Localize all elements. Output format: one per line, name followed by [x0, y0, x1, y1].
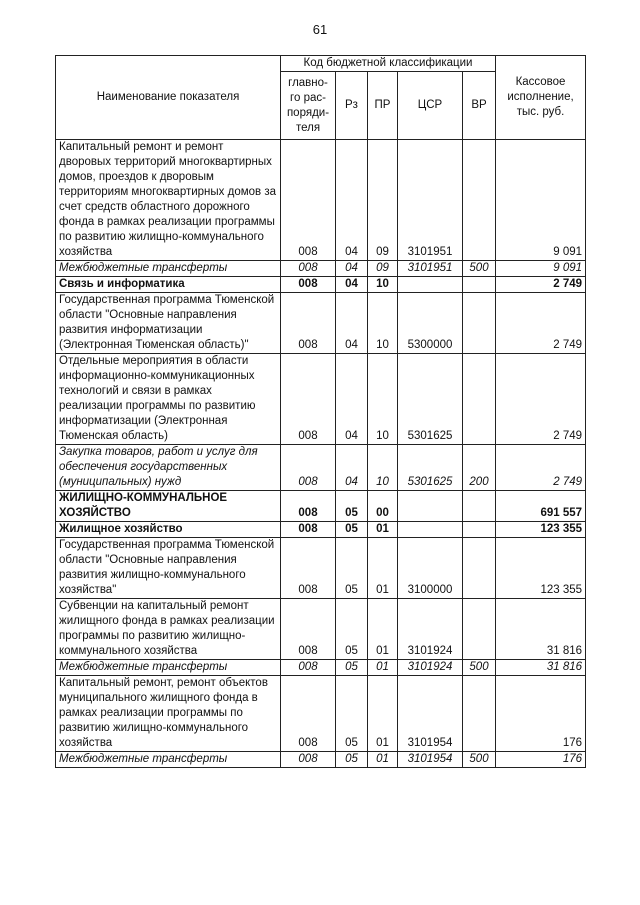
- budget-table: [55, 55, 586, 768]
- cell-pr: 01: [368, 676, 398, 752]
- cell-csr: 3101924: [398, 599, 463, 660]
- cell-name: Межбюджетные трансферты: [56, 660, 281, 676]
- header-csr: ЦСР: [398, 72, 463, 140]
- table-row: [56, 676, 586, 752]
- cell-amount: 176: [496, 752, 586, 768]
- cell-vr: 200: [463, 445, 496, 491]
- cell-csr: [398, 491, 463, 522]
- cell-csr: 3101954: [398, 676, 463, 752]
- cell-pr: 00: [368, 491, 398, 522]
- cell-name: Связь и информатика: [56, 277, 281, 293]
- cell-vr: 500: [463, 261, 496, 277]
- cell-vr: [463, 491, 496, 522]
- cell-glav: 008: [281, 599, 336, 660]
- cell-amount: 123 355: [496, 522, 586, 538]
- cell-glav: 008: [281, 538, 336, 599]
- cell-csr: [398, 277, 463, 293]
- cell-pr: 10: [368, 293, 398, 354]
- cell-pr: 01: [368, 538, 398, 599]
- table-row: [56, 538, 586, 599]
- cell-rz: 05: [336, 538, 368, 599]
- cell-rz: 05: [336, 491, 368, 522]
- cell-pr: 10: [368, 277, 398, 293]
- cell-pr: 10: [368, 354, 398, 445]
- cell-amount: 9 091: [496, 140, 586, 261]
- cell-glav: 008: [281, 261, 336, 277]
- header-glav: главно-го рас-поряди-теля: [281, 72, 336, 140]
- cell-name: Государственная программа Тюменской области "Основные направления развития информатизации (Электронная Тюменская область)": [56, 293, 281, 354]
- cell-vr: [463, 293, 496, 354]
- cell-name: Капитальный ремонт, ремонт объектов муниципального жилищного фонда в рамках реализации программы по развитию жилищно-коммунального хозяйства: [56, 676, 281, 752]
- cell-amount: 176: [496, 676, 586, 752]
- cell-amount: 2 749: [496, 354, 586, 445]
- cell-name: Субвенции на капитальный ремонт жилищного фонда в рамках реализации программы по развитию жилищно-коммунального хозяйства: [56, 599, 281, 660]
- cell-pr: 01: [368, 599, 398, 660]
- header-vr: ВР: [463, 72, 496, 140]
- cell-rz: 05: [336, 522, 368, 538]
- cell-name: Межбюджетные трансферты: [56, 752, 281, 768]
- cell-pr: 01: [368, 522, 398, 538]
- cell-name: Капитальный ремонт и ремонт дворовых территорий многоквартирных домов, проездов к дворовым территориям многоквартирных домов за счет средств областного дорожного фонда в рамках реализации программы по развитию жилищно-коммунального хозяйства: [56, 140, 281, 261]
- cell-glav: 008: [281, 277, 336, 293]
- cell-name: Отдельные мероприятия в области информационно-коммуникационных технологий и связи в рамках реализации программы по развитию информатизации (Электронная Тюменская область): [56, 354, 281, 445]
- cell-csr: 5301625: [398, 445, 463, 491]
- cell-rz: 04: [336, 354, 368, 445]
- cell-rz: 04: [336, 293, 368, 354]
- cell-vr: [463, 354, 496, 445]
- cell-amount: 2 749: [496, 293, 586, 354]
- cell-rz: 04: [336, 445, 368, 491]
- header-amount: Кассовое исполнение, тыс. руб.: [496, 56, 586, 140]
- cell-amount: 2 749: [496, 277, 586, 293]
- cell-pr: 09: [368, 261, 398, 277]
- cell-pr: 01: [368, 752, 398, 768]
- cell-csr: 5301625: [398, 354, 463, 445]
- table-row: [56, 293, 586, 354]
- cell-amount: 2 749: [496, 445, 586, 491]
- cell-rz: 04: [336, 261, 368, 277]
- cell-vr: [463, 538, 496, 599]
- table-row: [56, 660, 586, 676]
- cell-glav: 008: [281, 491, 336, 522]
- cell-glav: 008: [281, 752, 336, 768]
- cell-pr: 10: [368, 445, 398, 491]
- cell-name: Межбюджетные трансферты: [56, 261, 281, 277]
- cell-csr: 3101924: [398, 660, 463, 676]
- cell-name: ЖИЛИЩНО-КОММУНАЛЬНОЕ ХОЗЯЙСТВО: [56, 491, 281, 522]
- cell-glav: 008: [281, 676, 336, 752]
- cell-glav: 008: [281, 445, 336, 491]
- cell-glav: 008: [281, 140, 336, 261]
- table-row: [56, 261, 586, 277]
- table-row: [56, 522, 586, 538]
- table-row: [56, 445, 586, 491]
- cell-vr: [463, 599, 496, 660]
- table-row: [56, 491, 586, 522]
- cell-rz: 04: [336, 140, 368, 261]
- cell-amount: 31 816: [496, 599, 586, 660]
- cell-amount: 123 355: [496, 538, 586, 599]
- cell-amount: 31 816: [496, 660, 586, 676]
- header-pr: ПР: [368, 72, 398, 140]
- cell-pr: 01: [368, 660, 398, 676]
- table-row: [56, 277, 586, 293]
- cell-amount: 9 091: [496, 261, 586, 277]
- cell-glav: 008: [281, 354, 336, 445]
- cell-name: Государственная программа Тюменской области "Основные направления развития жилищно-коммунального хозяйства": [56, 538, 281, 599]
- cell-csr: 3100000: [398, 538, 463, 599]
- cell-rz: 05: [336, 676, 368, 752]
- cell-vr: 500: [463, 752, 496, 768]
- cell-rz: 05: [336, 660, 368, 676]
- cell-csr: 3101951: [398, 140, 463, 261]
- cell-name: Закупка товаров, работ и услуг для обеспечения государственных (муниципальных) нужд: [56, 445, 281, 491]
- table-row: [56, 354, 586, 445]
- cell-vr: [463, 277, 496, 293]
- cell-csr: 5300000: [398, 293, 463, 354]
- cell-amount: 691 557: [496, 491, 586, 522]
- cell-csr: 3101954: [398, 752, 463, 768]
- cell-name: Жилищное хозяйство: [56, 522, 281, 538]
- page-number: 61: [312, 22, 328, 37]
- header-rz: Рз: [336, 72, 368, 140]
- cell-vr: [463, 522, 496, 538]
- table-row: [56, 140, 586, 261]
- table-row: [56, 599, 586, 660]
- cell-glav: 008: [281, 660, 336, 676]
- cell-glav: 008: [281, 293, 336, 354]
- header-name: Наименование показателя: [56, 56, 281, 140]
- cell-rz: 04: [336, 277, 368, 293]
- cell-pr: 09: [368, 140, 398, 261]
- table-row: [56, 752, 586, 768]
- cell-vr: [463, 140, 496, 261]
- cell-csr: [398, 522, 463, 538]
- cell-glav: 008: [281, 522, 336, 538]
- cell-vr: 500: [463, 660, 496, 676]
- cell-rz: 05: [336, 752, 368, 768]
- table-body: [56, 140, 586, 768]
- cell-rz: 05: [336, 599, 368, 660]
- cell-vr: [463, 676, 496, 752]
- cell-csr: 3101951: [398, 261, 463, 277]
- header-budget-code: Код бюджетной классификации: [281, 56, 496, 72]
